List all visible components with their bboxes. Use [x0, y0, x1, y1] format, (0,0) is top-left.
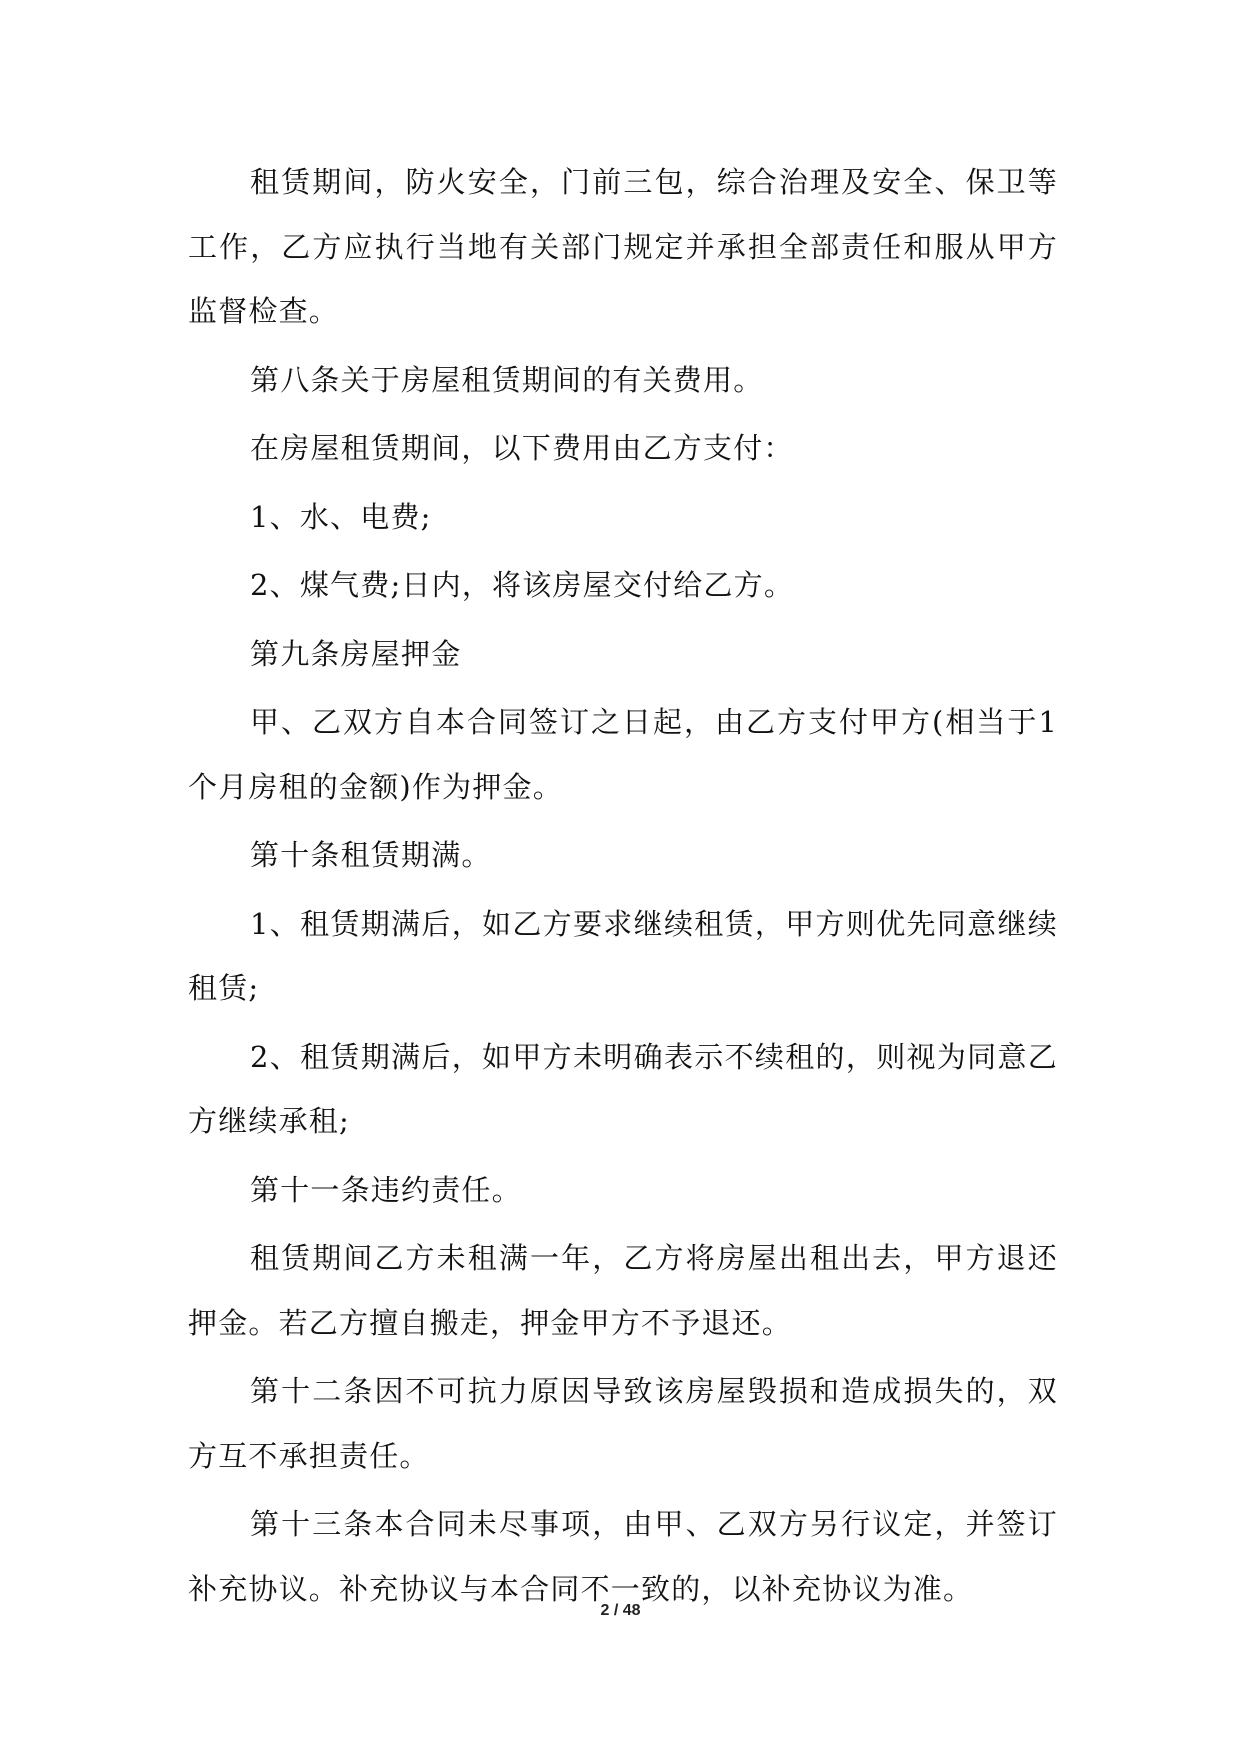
- document-body: [188, 150, 1058, 1625]
- article-heading: 第九条房屋押金: [250, 636, 462, 671]
- paragraph: 租赁期间，防火安全，门前三包，综合治理及安全、保卫等工作，乙方应执行当地有关部门规定并承担全部责任和服从甲方监督检查。: [188, 165, 1058, 328]
- paragraph: 租赁期间乙方未租满一年，乙方将房屋出租出去，甲方退还押金。若乙方擅自搬走，押金甲方不予退还。: [188, 1241, 1058, 1340]
- list-item: 2、煤气费;日内，将该房屋交付给乙方。: [250, 568, 795, 602]
- article-paragraph: 第十三条本合同未尽事项，由甲、乙双方另行议定，并签订补充协议。补充协议与本合同不一致的，以补充协议为准。: [188, 1507, 1058, 1606]
- page-number: 2 / 48: [600, 1602, 641, 1619]
- list-item: 2、租赁期满后，如甲方未明确表示不续租的，则视为同意乙方继续承租;: [188, 1039, 1058, 1138]
- paragraph: 在房屋租赁期间，以下费用由乙方支付：: [250, 431, 794, 465]
- article-paragraph: 第十二条因不可抗力原因导致该房屋毁损和造成损失的，双方互不承担责任。: [188, 1374, 1058, 1473]
- article-heading: 第十条租赁期满。: [250, 838, 492, 872]
- article-heading: 第八条关于房屋租赁期间的有关费用。: [250, 362, 764, 397]
- article-heading: 第十一条违约责任。: [250, 1172, 522, 1207]
- list-item: 1、水、电费;: [250, 499, 432, 534]
- list-item: 1、租赁期满后，如乙方要求继续租赁，甲方则优先同意继续租赁;: [188, 906, 1058, 1005]
- paragraph: 甲、乙双方自本合同签订之日起，由乙方支付甲方(相当于1个月房租的金额)作为押金。: [188, 705, 1058, 804]
